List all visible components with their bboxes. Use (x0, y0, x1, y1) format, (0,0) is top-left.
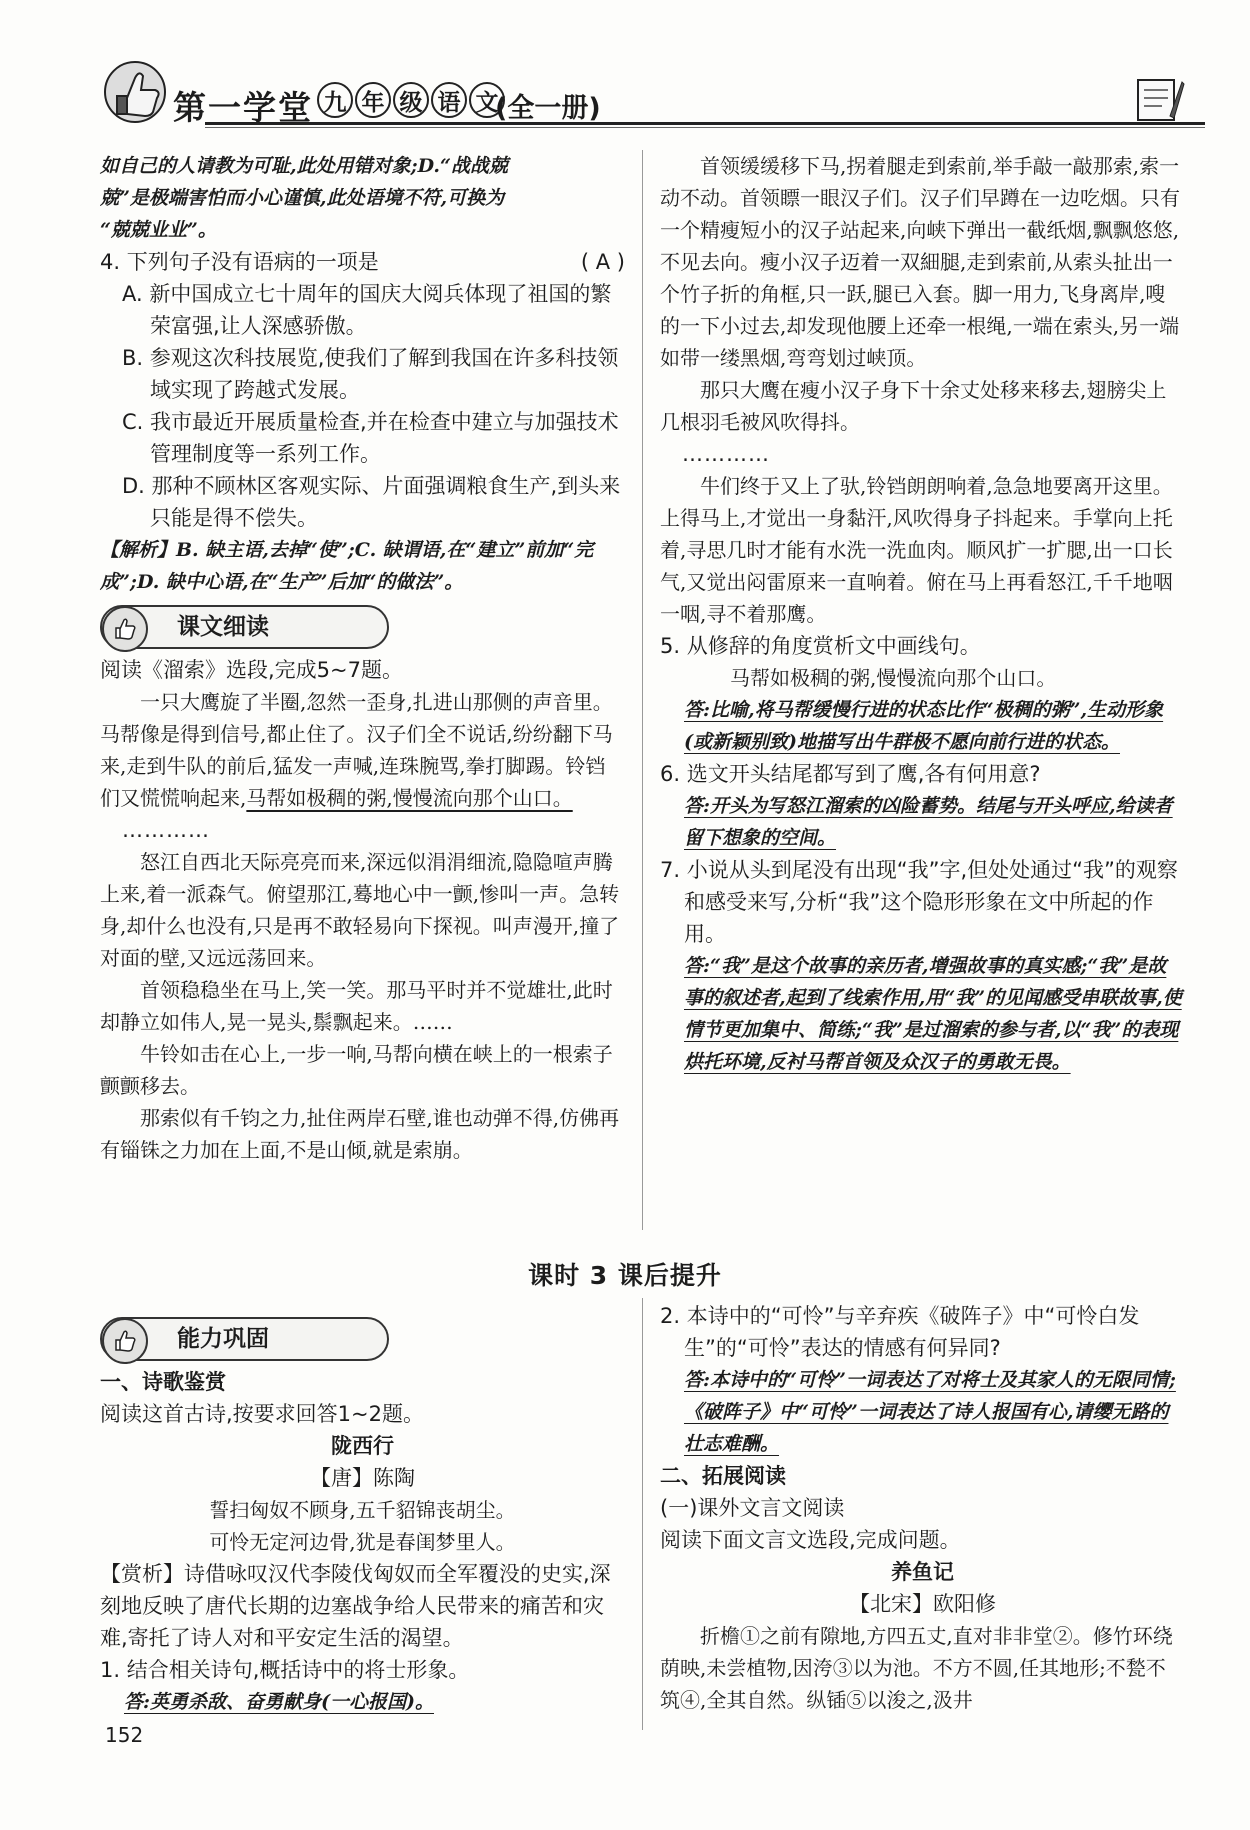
answer-choice: ( A ) (580, 250, 625, 274)
poem-line: 可怜无定河边骨,犹是春闺梦里人。 (209, 1530, 516, 1554)
answer-text: 答:开头为写怒江溜索的凶险蓄势。结尾与开头呼应,给读者留下想象的空间。 (684, 795, 1173, 849)
passage-paragraph: 首领稳稳坐在马上,笑一笑。那马平时并不觉雄壮,此时却静立如伟人,晃一晃头,鬃飘起来。…… (100, 978, 613, 1034)
part-heading: 一、诗歌鉴赏 (100, 1370, 226, 1394)
question-4 (100, 246, 625, 278)
question-6: 6. 选文开头结尾都写到了鹰,各有何用意? (660, 762, 1041, 786)
lesson-title: 课时 3 课后提升 (528, 1261, 722, 1290)
reading-intro: 阅读《溜索》选段,完成5~7题。 (100, 658, 403, 682)
question-text: 4. 下列句子没有语病的一项是 (100, 250, 379, 274)
page-header (95, 42, 1185, 130)
classical-text: 折檐①之前有隙地,方四五丈,直对非非堂②。修竹环绕荫映,未尝植物,因洿③以为池。不方不圆,任其地形;不甃不筑④,全其自然。纵锸⑤以浚之,汲井 (660, 1624, 1173, 1712)
volume-label: (全一册) (495, 93, 601, 124)
poem-line: 誓扫匈奴不顾身,五千貂锦丧胡尘。 (209, 1498, 516, 1522)
header-rule (205, 122, 1205, 125)
answer-6 (660, 790, 1185, 854)
quoted-sentence: 马帮如极稠的粥,慢慢流向那个山口。 (730, 666, 1057, 690)
option-a: A. 新中国成立七十周年的国庆大阅兵体现了祖国的繁荣富强,让人深感骄傲。 (122, 282, 612, 338)
passage-paragraph: 牛铃如击在心上,一步一响,马帮向横在峡上的一根索子颤颤移去。 (100, 1042, 613, 1098)
section-tag (100, 1316, 389, 1362)
prev-analysis-line: 兢”是极端害怕而小心谨慎,此处语境不符,可换为 (100, 187, 505, 209)
grade-char: 级 (393, 82, 429, 118)
grade-badges (317, 82, 505, 118)
ellipsis: ………… (122, 818, 210, 842)
left-column-bottom (100, 1310, 625, 1718)
poem-author: 【唐】陈陶 (310, 1466, 415, 1490)
grade-char: 文 (469, 82, 505, 118)
passage-paragraph: 那只大鹰在瘦小汉子身下十余丈处移来移去,翅膀尖上几根羽毛被风吹得抖。 (660, 378, 1167, 434)
column-divider (642, 1298, 643, 1730)
answer-1 (100, 1686, 625, 1718)
section-tag-label: 课文细读 (100, 605, 389, 649)
prev-analysis-line: “兢兢业业”。 (100, 219, 217, 241)
passage-paragraph: 怒江自西北天际亮亮而来,深远似涓涓细流,隐隐喧声腾上来,着一派森气。俯望那江,蓦地心中一颤,惨叫一声。急转身,却什么也没有,只是再不敢轻易向下探视。叫声漫开,撞了对面的壁,又远远荡回来。 (100, 850, 620, 970)
header-rule-thin (205, 127, 1205, 128)
thumbs-up-icon (102, 1318, 148, 1364)
passage-paragraph: 那索似有千钧之力,扯住两岸石壁,谁也动弹不得,仿佛再有锱铢之力加在上面,不是山倾,就是索崩。 (100, 1106, 620, 1162)
grade-char: 年 (355, 82, 391, 118)
option-c: C. 我市最近开展质量检查,并在检查中建立与加强技术管理制度等一系列工作。 (122, 410, 619, 466)
option-d: D. 那种不顾林区客观实际、片面强调粮食生产,到头来只能是得不偿失。 (122, 474, 621, 530)
passage-text: 一只大鹰旋了半圈,忽然一歪身,扎进山那侧的声音里。马帮像是得到信号,都止住了。汉子们全不说话,纷纷翻下马来,走到牛队的前后,猛发一声喊,连珠腕骂,拳打脚踢。铃铛们又慌慌响起来, (100, 690, 613, 810)
passage-paragraph: 首领缓缓移下马,拐着腿走到索前,举手敲一敲那索,索一动不动。首领瞟一眼汉子们。汉子们早蹲在一边吃烟。只有一个精瘦短小的汉子站起来,向峡下弹出一截纸烟,飘飘悠悠,不见去向。瘦小汉子迈着一双細腿,走到索前,从索头扯出一个竹子折的角框,只一跃,腿已入套。脚一用力,飞身离岸,嗖的一下小过去,却发现他腰上还牵一根绳,一端在索头,另一端如带一缕黑烟,弯弯划过峡顶。 (660, 154, 1180, 370)
underlined-sentence: 马帮如极稠的粥,慢慢流向那个山口。 (246, 786, 573, 810)
notepad-pen-icon (1130, 72, 1185, 124)
ellipsis: ………… (682, 442, 770, 466)
answer-5 (660, 694, 1185, 758)
section-tag (100, 604, 389, 650)
question-7: 7. 小说从头到尾没有出现“我”字,但处处通过“我”的观察和感受来写,分析“我”这个隐形形象在文中所起的作用。 (660, 858, 1178, 946)
appreciation: 【赏析】诗借咏叹汉代李陵伐匈奴而全军覆没的史实,深刻地反映了唐代长期的边塞战争给人民带来的痛苦和灾难,寄托了诗人对和平安定生活的渴望。 (100, 1562, 611, 1650)
left-column-top (100, 150, 625, 1166)
section-tag-label: 能力巩固 (100, 1317, 389, 1361)
thumbs-up-icon (102, 606, 148, 652)
answer-text: 答:英勇杀敌、奋勇献身(一心报国)。 (124, 1691, 434, 1713)
page-number: 152 (105, 1723, 144, 1747)
thumbs-up-icon (95, 48, 175, 126)
right-column-top (660, 150, 1185, 1078)
passage-paragraph: 牛们终于又上了驮,铃铛朗朗响着,急急地要离开这里。上得马上,才觉出一身黏汗,风吹得身子抖起来。手掌向上托着,寻思几时才能有水洗一洗血肉。顺风扩一扩腮,出一口长气,又觉出闷雷原来一直响着。俯在马上再看怒江,千千地咽一咽,寻不着那鹰。 (660, 474, 1173, 626)
text-title: 养鱼记 (891, 1560, 954, 1584)
grade-char: 九 (317, 82, 353, 118)
grade-char: 语 (431, 82, 467, 118)
column-divider (642, 150, 643, 1230)
option-b: B. 参观这次科技展览,使我们了解到我国在许多科技领域实现了跨越式发展。 (122, 346, 619, 402)
answer-text: 答:本诗中的“可怜”一词表达了对将士及其家人的无限同情;《破阵子》中“可怜”一词表达了诗人报国有心,请缨无路的壮志难酬。 (684, 1369, 1176, 1455)
question-5: 5. 从修辞的角度赏析文中画线句。 (660, 634, 981, 658)
poem-title: 陇西行 (331, 1434, 394, 1458)
text-author: 【北宋】欧阳修 (849, 1592, 996, 1616)
answer-2 (660, 1364, 1185, 1460)
reading-intro: 阅读这首古诗,按要求回答1~2题。 (100, 1402, 424, 1426)
part-heading: 二、拓展阅读 (660, 1464, 786, 1488)
answer-text: 答:“我”是这个故事的亲历者,增强故事的真实感;“我”是故事的叙述者,起到了线索作用,用“我”的见闻感受串联故事,使情节更加集中、简练;“我”是过溜索的参与者,以“我”的表现烘托环境,反衬马帮首领及众汉子的勇敢无畏。 (684, 955, 1182, 1073)
passage-paragraph (100, 686, 625, 814)
sub-heading: (一)课外文言文阅读 (660, 1496, 845, 1520)
reading-intro: 阅读下面文言文选段,完成问题。 (660, 1528, 961, 1552)
question-2: 2. 本诗中的“可怜”与辛弃疾《破阵子》中“可怜白发生”的“可怜”表达的情感有何异同? (660, 1304, 1140, 1360)
answer-text: 答:比喻,将马帮缓慢行进的状态比作“极稠的粥”,生动形象(或新颖别致)地描写出牛群极不愿向前行进的状态。 (684, 699, 1164, 753)
brand-title: 第一学堂 (173, 88, 313, 127)
q4-analysis: 【解析】B. 缺主语,去掉“使”;C. 缺谓语,在“建立”前加“完成”;D. 缺中心语,在“生产”后加“的做法”。 (100, 539, 594, 593)
question-1: 1. 结合相关诗句,概括诗中的将士形象。 (100, 1658, 470, 1682)
answer-7 (660, 950, 1185, 1078)
right-column-bottom (660, 1300, 1185, 1716)
prev-analysis-line: 如自己的人请教为可耻,此处用错对象;D.“战战兢 (100, 155, 508, 177)
